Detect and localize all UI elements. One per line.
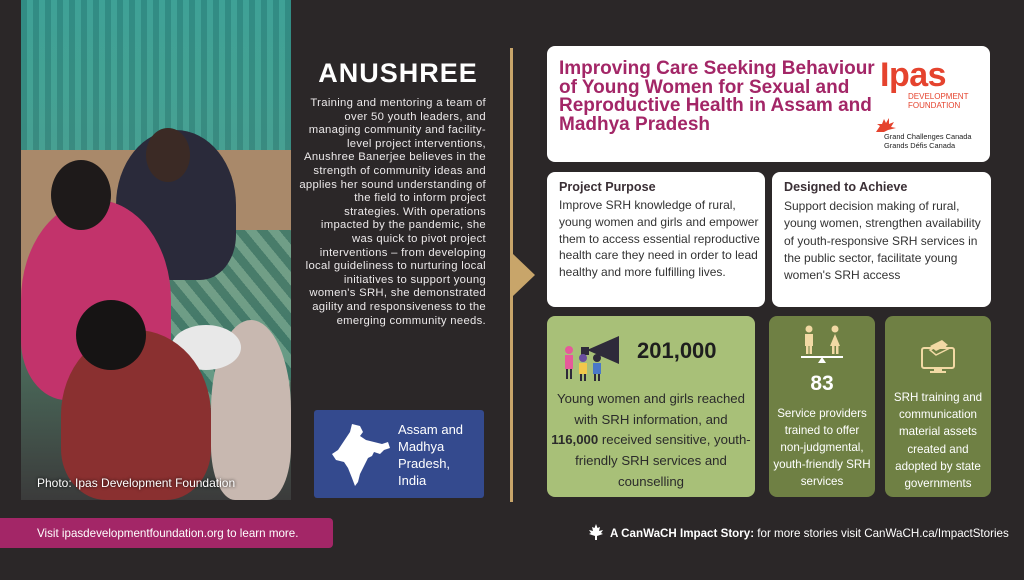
photo-credit: Photo: Ipas Development Foundation bbox=[37, 476, 236, 490]
region-box bbox=[314, 410, 484, 498]
purpose-heading: Project Purpose bbox=[559, 180, 656, 194]
ipas-logo bbox=[880, 58, 990, 110]
profile-photo bbox=[21, 0, 291, 500]
gcc-name-fr: Grands Défis Canada bbox=[884, 141, 956, 150]
reached-number: 201,000 bbox=[637, 338, 717, 363]
gcc-name-en: Grand Challenges Canada bbox=[884, 132, 972, 141]
ipas-logo-text: Ipas bbox=[880, 56, 947, 94]
providers-number: 83 bbox=[810, 372, 834, 395]
maple-leaf-icon bbox=[588, 524, 604, 540]
achieve-text: Support decision making of rural, young women, strengthen availability of youth-responsive SRH services in the public sector, facilitate young women's SRH access bbox=[784, 199, 981, 283]
canwach-label: A CanWaCH Impact Story: bbox=[610, 527, 755, 540]
profile-name: ANUSHREE bbox=[318, 58, 478, 88]
title-card bbox=[547, 46, 990, 162]
services-number: 116,000 bbox=[551, 432, 599, 448]
pointer-arrow bbox=[513, 254, 535, 296]
profile-bio: Training and mentoring a team of over 50 youth leaders, and managing community and facility-level project interventions, Anushree Banerjee believes in the strength of community ideas and applies her sound understanding of the field to inform project strategies. With operations impacted by the pandemic, she was quick to pivot project interventions – from developing local guideliness to nurturing local initiatives to support young women's SRH, she demonstrated agility and responsiveness to the emerging community needs. bbox=[299, 97, 486, 327]
reached-description: Young women and girls reached with SRH information, and 116,000 received sensitive, youth-friendly SRH services and counselling bbox=[551, 391, 751, 489]
achieve-heading: Designed to Achieve bbox=[784, 180, 908, 194]
project-purpose-card bbox=[547, 172, 765, 307]
region-label: Assam and Madhya Pradesh, India bbox=[398, 422, 464, 488]
india-map-icon bbox=[330, 422, 392, 488]
project-title: Improving Care Seeking Behaviour of Young Women for Sexual and Reproductive Health in Assam and Madhya Pradesh bbox=[559, 58, 875, 135]
providers-stat-card bbox=[769, 316, 875, 497]
monitor-books-icon bbox=[920, 336, 956, 374]
materials-stat-card bbox=[885, 316, 991, 497]
ipas-logo-sub: DEVELOPMENT FOUNDATION bbox=[908, 92, 969, 110]
reached-stat-card bbox=[547, 316, 755, 497]
megaphone-people-icon bbox=[557, 328, 629, 384]
purpose-text: Improve SRH knowledge of rural, young women and girls and empower them to access essential reproductive health care they need in order to lead healthy and more fulfilling lives. bbox=[559, 198, 760, 280]
providers-description: Service providers trained to offer non-judgmental, youth-friendly SRH services bbox=[773, 407, 871, 488]
materials-description: SRH training and communication material assets created and adopted by state governments bbox=[893, 391, 983, 491]
visit-website-link[interactable]: Visit ipasdevelopmentfoundation.org to learn more. bbox=[0, 518, 333, 548]
designed-to-achieve-card bbox=[772, 172, 991, 307]
canwach-footer bbox=[588, 524, 1009, 540]
balance-scale-people-icon bbox=[799, 324, 845, 364]
canwach-link[interactable]: for more stories visit CanWaCH.ca/ImpactStories bbox=[754, 527, 1009, 540]
